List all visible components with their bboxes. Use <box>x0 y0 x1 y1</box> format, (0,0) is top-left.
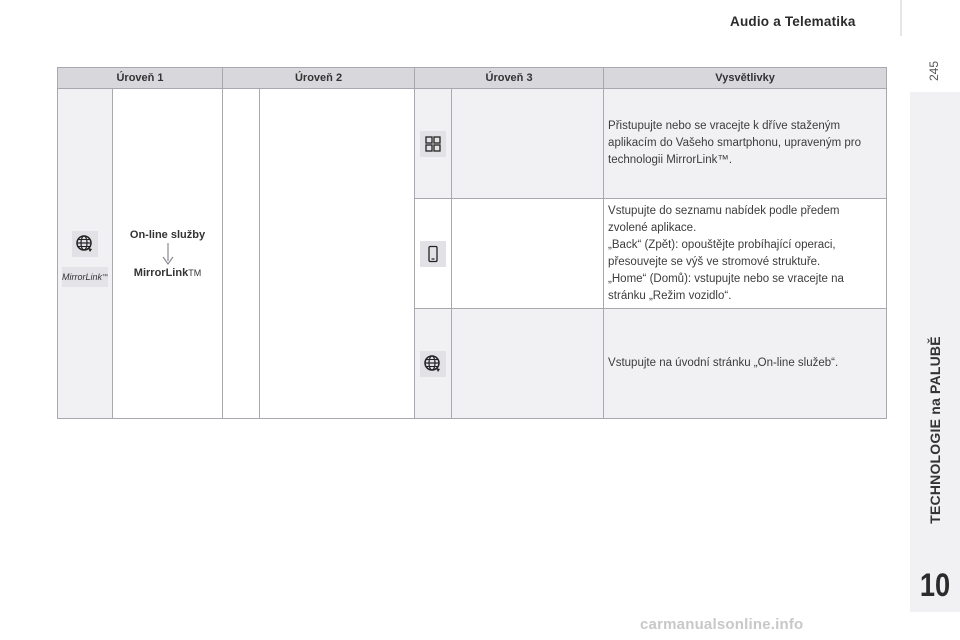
page-number: 245 <box>927 60 941 82</box>
column-header-level1: Úroveň 1 <box>58 68 223 89</box>
explanation-text: Přistupujte nebo se vracejte k dříve staženým aplikacím do Vašeho smartphonu, upraveným pro technologii MirrorLink™. <box>608 120 861 166</box>
level3-text-cell <box>452 89 604 199</box>
table-row <box>58 89 887 199</box>
level3-text-cell <box>452 199 604 309</box>
explanation-text: „Home“ (Domů): vstupujte nebo se vracejte na stránku „Režim vozidlo“. <box>608 272 844 302</box>
mirrorlink-logo: MirrorLink ™ <box>62 267 108 287</box>
globe-icon <box>72 231 98 257</box>
level3-icon-cell <box>415 309 452 419</box>
explanation-cell <box>604 89 887 199</box>
menu-structure-table <box>57 67 887 419</box>
level2-online-services-label: On-line služby <box>129 229 206 241</box>
level2-text-cell <box>260 89 415 419</box>
globe-icon <box>420 351 446 377</box>
level3-icon-cell <box>415 89 452 199</box>
explanation-cell <box>604 199 887 309</box>
column-header-explanation: Vysvětlivky <box>604 68 887 89</box>
explanation-text: „Back“ (Zpět): opouštějte probíhající operaci, přesouvejte se výš ve stromové struktuře. <box>608 238 836 268</box>
chapter-number: 10 <box>919 567 951 603</box>
smartphone-icon <box>420 241 446 267</box>
level2-mirrorlink-label: MirrorLink <box>133 267 189 279</box>
header-divider <box>900 0 902 36</box>
column-header-level3: Úroveň 3 <box>415 68 604 89</box>
chapter-title: TECHNOLOGIE na PALUBĚ <box>927 336 943 524</box>
explanation-text: Vstupujte do seznamu nabídek podle předem zvolené aplikace. <box>608 204 840 234</box>
explanation-cell <box>604 309 887 419</box>
level3-text-cell <box>452 309 604 419</box>
level2-icon-cell <box>223 89 260 419</box>
trademark-mark: TM <box>188 268 202 278</box>
arrow-down-icon <box>161 243 175 267</box>
level2-cell <box>113 89 223 419</box>
explanation-text: Vstupujte na úvodní stránku „On-line služeb“. <box>608 357 839 369</box>
table-header-row <box>58 68 887 89</box>
grid-icon <box>420 131 446 157</box>
level3-icon-cell <box>415 199 452 309</box>
watermark: carmanualsonline.info <box>640 616 804 633</box>
section-title: Audio a Telematika <box>730 14 856 29</box>
level1-cell <box>58 89 113 419</box>
column-header-level2: Úroveň 2 <box>223 68 415 89</box>
